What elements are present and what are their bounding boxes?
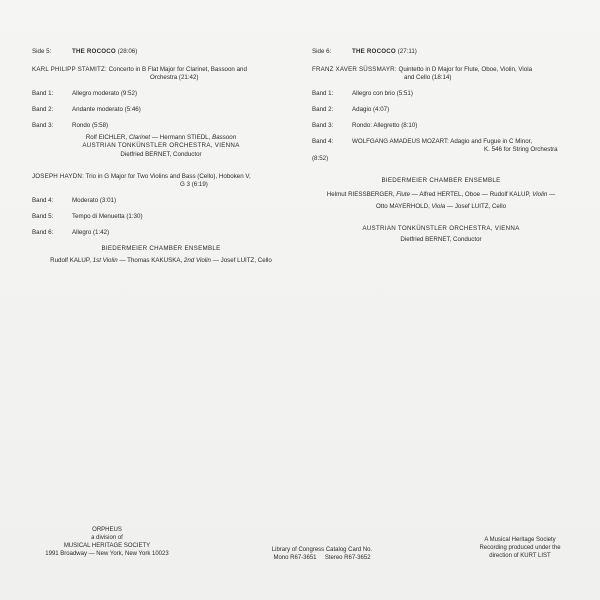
orchestra-name: AUSTRIAN TONKÜNSTLER ORCHESTRA, VIENNA [362, 224, 520, 232]
band-item [312, 90, 570, 98]
catalog-numbers: Mono R67-3651 Stereo R67-3652 [273, 555, 371, 562]
division-text: a division of [91, 535, 123, 542]
orchestra-name: AUSTRIAN TONKÜNSTLER ORCHESTRA, VIENNA [82, 142, 240, 150]
catalog-block [262, 546, 382, 562]
band-text: Rondo: Allegretto (8:10) [352, 122, 418, 130]
credit-line: Recording produced under the [479, 545, 561, 552]
address: 1991 Broadway — New York, New York 10023 [45, 551, 169, 558]
work-title-cont: G 3 (6:19) [180, 180, 208, 188]
conductor-name: Dietfried BERNET, Conductor [400, 235, 482, 243]
band-label: Band 3: [312, 122, 334, 130]
band-item [312, 122, 570, 130]
band-item [32, 197, 290, 205]
performers-soloists: Rolf EICHLER, Clarinet — Hermann STIEDL, Bassoon [85, 134, 237, 142]
band-text: WOLFGANG AMADEUS MOZART: Adagio and Fugue in C Minor, [352, 138, 533, 146]
band-text: Allegro moderato (9:52) [72, 90, 138, 98]
performers-1 [32, 134, 290, 158]
band-label: Band 1: [32, 90, 54, 98]
band-text: Andante moderato (5:46) [72, 106, 141, 114]
band-text: Tempo di Menuetta (1:30) [72, 212, 143, 220]
credit-line: direction of KURT LIST [489, 553, 551, 560]
band-item [32, 213, 290, 221]
band-item [312, 106, 570, 114]
band-text: Adagio (4:07) [352, 106, 390, 114]
band-item [32, 106, 290, 114]
ensemble-name: BIEDERMEIER CHAMBER ENSEMBLE [381, 176, 501, 184]
band-label: Band 4: [32, 196, 54, 204]
ensemble-name: BIEDERMEIER CHAMBER ENSEMBLE [101, 244, 221, 252]
work-title-cont: Orchestra (21:42) [150, 74, 199, 82]
side-label: Side 6: [312, 48, 332, 55]
society-name: MUSICAL HERITAGE SOCIETY [63, 543, 151, 550]
side-6-header [312, 48, 570, 56]
band-item [32, 122, 290, 130]
band-text: Moderato (3:01) [72, 196, 117, 204]
side-6-column [312, 48, 570, 244]
side-title: THE ROCOCO [72, 48, 116, 55]
band-label: Band 2: [32, 106, 54, 114]
composer-name: JOSEPH HAYDN: [32, 172, 84, 180]
conductor-name: Dietfried BERNET, Conductor [120, 150, 202, 158]
label-name: ORPHEUS [92, 527, 122, 533]
catalog-heading: Library of Congress Catalog Card No. [271, 547, 373, 553]
side-time: (27:11) [397, 48, 417, 55]
credit-line: A Musical Heritage Society [484, 537, 556, 543]
side-5-column [32, 48, 290, 265]
work-title: Concerto in B Flat Major for Clarinet, Bassoon and [108, 66, 247, 74]
composer-name: KARL PHILIPP STAMITZ: [32, 66, 107, 74]
performers-line-1: Helmut RIESSBERGER, Flute — Alfred HERTEL, Oboe — Rudolf KALUP, Violin — [326, 190, 556, 198]
band-label: Band 3: [32, 122, 54, 130]
band-label: Band 1: [312, 90, 334, 98]
band-text: Allegro (1:42) [72, 228, 110, 236]
band-item [32, 90, 290, 98]
band-item [32, 229, 290, 237]
side-time: (28:06) [117, 48, 138, 55]
side-title: THE ROCOCO [352, 48, 396, 55]
band-label: Band 4: [312, 138, 334, 146]
side-label: Side 5: [32, 48, 52, 55]
band-item [312, 138, 570, 162]
composer-sussmayr [312, 66, 570, 82]
composer-haydn [32, 173, 290, 189]
performers-2: Rudolf KALUP, 1st Violin — Thomas KAKUSKA, 2nd Violin — Josef LUITZ, Cello [50, 256, 272, 264]
work-title-cont: and Cello (18:14) [404, 74, 452, 82]
band-label: Band 5: [32, 212, 54, 220]
band-label: Band 6: [32, 228, 54, 236]
production-credit [460, 536, 580, 560]
side-5-header [32, 48, 290, 56]
band-text-cont: K. 546 for String Orchestra (8:52) [312, 146, 558, 162]
band-label: Band 2: [312, 106, 334, 114]
publisher-block [32, 526, 182, 558]
composer-name: FRANZ XAVER SÜSSMAYR: [312, 66, 397, 74]
band-text: Rondo (5:58) [72, 122, 109, 130]
performers-line-2: Otto MAYERHOLD, Viola — Josef LUITZ, Cello [375, 202, 507, 210]
work-title: Quintetto in D Major for Flute, Oboe, Violin, Viola [398, 66, 533, 74]
band-text: Allegro con brio (5:51) [352, 90, 413, 98]
composer-stamitz [32, 66, 290, 82]
work-title: Trio in G Major for Two Violins and Bass (Cello), Hoboken V, [85, 172, 251, 180]
